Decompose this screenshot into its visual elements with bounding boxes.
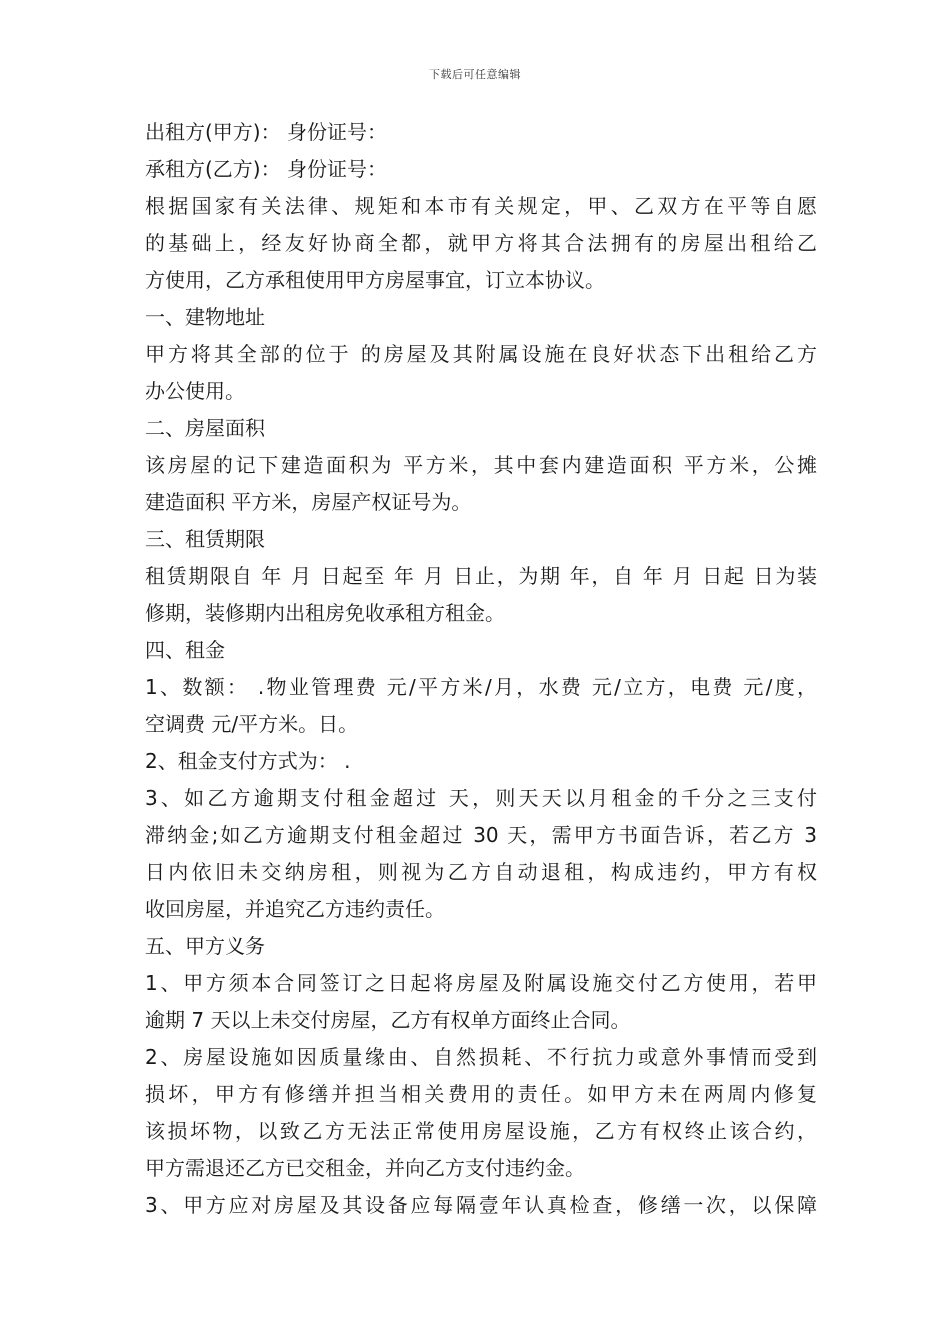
body-line: 出租方(甲方)： 身份证号：: [145, 120, 387, 144]
body-line: 2、房屋设施如因质量缘由、自然损耗、不行抗力或意外事情而受到: [145, 1045, 817, 1069]
document-body: [145, 114, 817, 1224]
body-line: 根据国家有关法律、规矩和本市有关规定，甲、乙双方在平等自愿: [145, 194, 817, 218]
section-heading: 三、租赁期限: [145, 527, 265, 551]
body-line: 甲方需退还乙方已交租金，并向乙方支付违约金。: [145, 1156, 585, 1180]
body-line: 该损坏物，以致乙方无法正常使用房屋设施，乙方有权终止该合约，: [145, 1119, 817, 1143]
body-line: 该房屋的记下建造面积为 平方米，其中套内建造面积 平方米，公摊: [145, 453, 817, 477]
body-line: 修期，装修期内出租房免收承租方租金。: [145, 601, 505, 625]
body-line: 收回房屋，并追究乙方违约责任。: [145, 897, 445, 921]
section-heading: 二、房屋面积: [145, 416, 265, 440]
body-line: 损坏，甲方有修缮并担当相关费用的责任。如甲方未在两周内修复: [145, 1082, 817, 1106]
section-heading: 四、租金: [145, 638, 225, 662]
body-line: 空调费 元/平方米。日。: [145, 712, 359, 736]
section-heading: 五、甲方义务: [145, 934, 265, 958]
body-line: 方使用，乙方承租使用甲方房屋事宜，订立本协议。: [145, 268, 605, 292]
body-line: 3、甲方应对房屋及其设备应每隔壹年认真检查，修缮一次，以保障: [145, 1193, 817, 1217]
body-line: 租赁期限自 年 月 日起至 年 月 日止，为期 年，自 年 月 日起 日为装: [145, 564, 817, 588]
body-line: 日内依旧未交纳房租，则视为乙方自动退租，构成违约，甲方有权: [145, 860, 817, 884]
body-line: 3、如乙方逾期支付租金超过 天，则天天以月租金的千分之三支付: [145, 786, 817, 810]
body-line: 2、租金支付方式为： .: [145, 749, 351, 773]
body-line: 建造面积 平方米，房屋产权证号为。: [145, 490, 472, 514]
body-line: 1、数额： .物业管理费 元/平方米/月，水费 元/立方，电费 元/度，: [145, 675, 817, 699]
body-line: 承租方(乙方)： 身份证号：: [145, 157, 387, 181]
body-line: 1、甲方须本合同签订之日起将房屋及附属设施交付乙方使用，若甲: [145, 971, 817, 995]
body-line: 逾期 7 天以上未交付房屋，乙方有权单方面终止合同。: [145, 1008, 631, 1032]
body-line: 滞纳金;如乙方逾期支付租金超过 30 天，需甲方书面告诉，若乙方 3: [145, 823, 817, 847]
page-header: 下载后可任意编辑: [429, 68, 521, 81]
section-heading: 一、建物地址: [145, 305, 265, 329]
body-line: 的基础上，经友好协商全都，就甲方将其合法拥有的房屋出租给乙: [145, 231, 817, 255]
body-line: 办公使用。: [145, 379, 245, 403]
body-line: 甲方将其全部的位于 的房屋及其附属设施在良好状态下出租给乙方: [145, 342, 817, 366]
